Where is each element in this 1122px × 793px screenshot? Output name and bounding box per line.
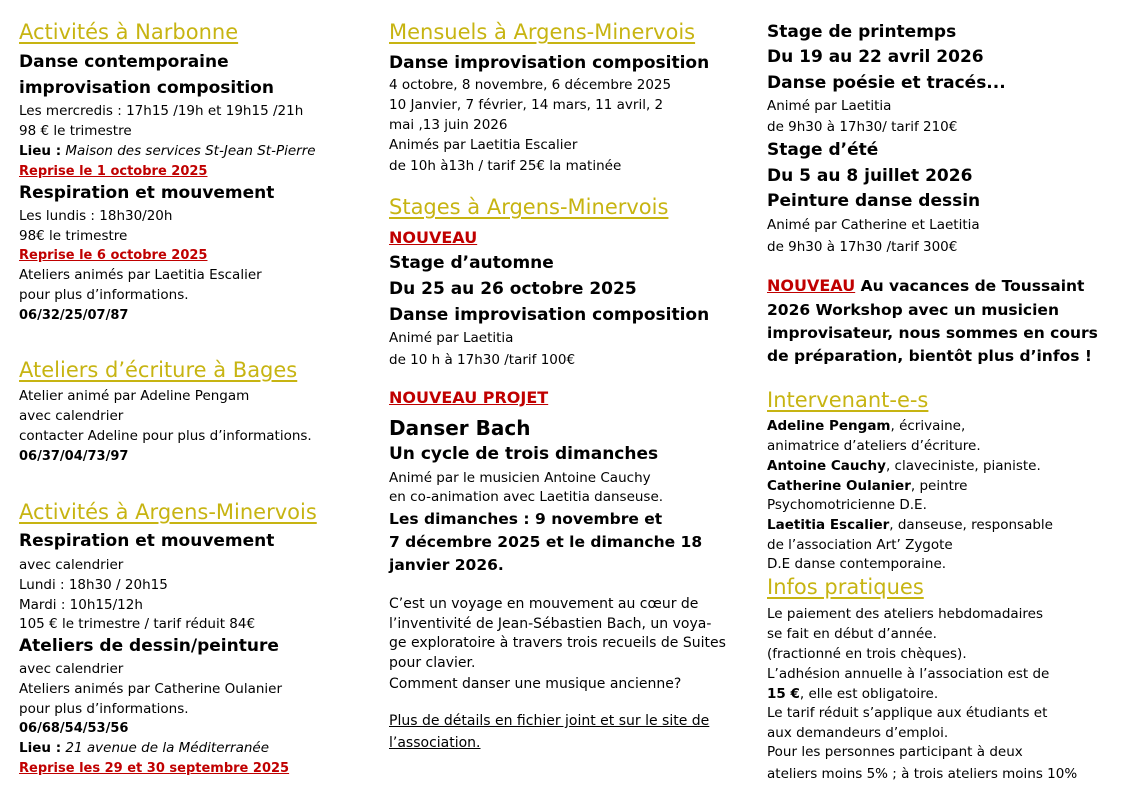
phone-number: 06/32/25/07/87 xyxy=(19,308,129,323)
price-text: 98€ le trimestre xyxy=(19,228,128,244)
hours-text: de 9h30 à 17h30/ tarif 210€ xyxy=(767,119,958,135)
intervenant-name: Catherine Oulanier xyxy=(767,478,911,494)
details-link[interactable]: Plus de détails en fichier joint et sur le site de xyxy=(389,713,710,729)
project-description: C’est un voyage en mouvement au cœur de xyxy=(389,596,699,612)
project-subtitle: Un cycle de trois dimanches xyxy=(389,444,659,464)
info-line: Le paiement des ateliers hebdomadaires xyxy=(767,606,1043,622)
animator-text: Atelier animé par Adeline Pengam xyxy=(19,388,250,404)
hours-text: de 10 h à 17h30 /tarif 100€ xyxy=(389,352,576,368)
animator-text: Animé par Catherine et Laetitia xyxy=(767,217,980,233)
schedule-text: Les mercredis : 17h15 /19h et 19h15 /21h xyxy=(19,103,304,119)
animator-text: Animés par Laetitia Escalier xyxy=(389,137,578,153)
stage-dates: Du 19 au 22 avril 2026 xyxy=(767,47,984,67)
intervenant-entry: Adeline Pengam, écrivaine, xyxy=(767,418,966,434)
info-text: pour plus d’informations. xyxy=(19,287,189,303)
stage-dates: Du 25 au 26 octobre 2025 xyxy=(389,279,637,299)
info-line: (fractionné en trois chèques). xyxy=(767,646,967,662)
nouveau-badge: NOUVEAU xyxy=(389,228,478,247)
section-heading-mensuels: Mensuels à Argens-Minervois xyxy=(389,20,696,44)
phone-number: 06/68/54/53/56 xyxy=(19,721,129,736)
lieu-value: Maison des services St-Jean St-Pierre xyxy=(65,143,316,159)
info-line: L’adhésion annuelle à l’association est de xyxy=(767,666,1050,682)
lieu-label: Lieu : xyxy=(19,143,62,159)
stage-dates: Du 5 au 8 juillet 2026 xyxy=(767,166,973,186)
dates-text: 10 Janvier, 7 février, 14 mars, 11 avril, 2 xyxy=(389,97,664,113)
stage-title: Stage d’automne xyxy=(389,253,554,273)
location-text xyxy=(19,143,316,159)
intervenant-detail: Psychomotricienne D.E. xyxy=(767,497,927,513)
info-line: ateliers moins 5% ; à trois ateliers moins 10% xyxy=(767,766,1078,782)
price-text: 98 € le trimestre xyxy=(19,123,132,139)
intervenant-name: Antoine Cauchy xyxy=(767,458,886,474)
stage-title: Stage d’été xyxy=(767,140,879,160)
info-text: pour plus d’informations. xyxy=(19,701,189,717)
info-line: Le tarif réduit s’applique aux étudiants et xyxy=(767,705,1048,721)
dates-text: 4 octobre, 8 novembre, 6 décembre 2025 xyxy=(389,77,672,93)
schedule-text: Lundi : 18h30 / 20h15 xyxy=(19,577,168,593)
dates-text: mai ,13 juin 2026 xyxy=(389,117,508,133)
project-dates: 7 décembre 2025 et le dimanche 18 xyxy=(389,533,703,551)
stage-theme: Peinture danse dessin xyxy=(767,191,981,211)
schedule-text: Mardi : 10h15/12h xyxy=(19,597,143,613)
info-line: aux demandeurs d’emploi. xyxy=(767,725,949,741)
hours-text: de 10h à13h / tarif 25€ la matinée xyxy=(389,158,622,174)
toussaint-text: improvisateur, nous sommes en cours xyxy=(767,324,1098,342)
calendar-text: avec calendrier xyxy=(19,661,124,677)
phone-number: 06/37/04/73/97 xyxy=(19,449,129,464)
reprise-date: Reprise les 29 et 30 septembre 2025 xyxy=(19,761,290,776)
calendar-text: avec calendrier xyxy=(19,557,124,573)
reprise-date: Reprise le 1 octobre 2025 xyxy=(19,164,208,179)
project-title: Danser Bach xyxy=(389,416,531,440)
lieu-label: Lieu : xyxy=(19,740,62,756)
section-heading-intervenants: Intervenant-e-s xyxy=(767,388,929,412)
activity-title: improvisation composition xyxy=(19,78,274,98)
schedule-text: Les lundis : 18h30/20h xyxy=(19,208,173,224)
intervenant-name: Laetitia Escalier xyxy=(767,517,890,533)
info-line: se fait en début d’année. xyxy=(767,626,937,642)
membership-fee: 15 € xyxy=(767,686,800,702)
info-line: Pour les personnes participant à deux xyxy=(767,744,1023,760)
project-description: l’inventivité de Jean-Sébastien Bach, un voya- xyxy=(389,616,712,632)
stage-title: Stage de printemps xyxy=(767,22,957,42)
stage-theme: Danse improvisation composition xyxy=(389,305,710,325)
intervenant-detail: de l’association Art’ Zygote xyxy=(767,537,953,553)
contact-text: contacter Adeline pour plus d’informations. xyxy=(19,428,312,444)
activity-title: Respiration et mouvement xyxy=(19,183,275,203)
intervenant-entry: Antoine Cauchy, claveciniste, pianiste. xyxy=(767,458,1041,474)
intervenant-detail: animatrice d’ateliers d’écriture. xyxy=(767,438,981,454)
intervenant-entry: Catherine Oulanier, peintre xyxy=(767,478,968,494)
nouveau-projet-label: NOUVEAU PROJET xyxy=(389,388,549,407)
location-text xyxy=(19,740,269,756)
animator-text: Animé par Laetitia xyxy=(389,330,514,346)
project-dates: Les dimanches : 9 novembre et xyxy=(389,510,663,528)
price-text: 105 € le trimestre / tarif réduit 84€ xyxy=(19,616,256,632)
intervenant-name: Adeline Pengam xyxy=(767,418,891,434)
section-heading-infos: Infos pratiques xyxy=(767,575,924,599)
intervenant-entry: Laetitia Escalier, danseuse, responsable xyxy=(767,517,1053,533)
activity-title: Danse improvisation composition xyxy=(389,53,710,73)
activity-title: Respiration et mouvement xyxy=(19,531,275,551)
calendar-text: avec calendrier xyxy=(19,408,124,424)
section-heading-bages: Ateliers d’écriture à Bages xyxy=(19,358,298,382)
section-heading-argens: Activités à Argens-Minervois xyxy=(19,500,317,524)
toussaint-text: 2026 Workshop avec un musicien xyxy=(767,301,1059,319)
project-description: pour clavier. xyxy=(389,655,476,671)
animator-text: Ateliers animés par Laetitia Escalier xyxy=(19,267,262,283)
project-description: Comment danser une musique ancienne? xyxy=(389,676,682,692)
reprise-date: Reprise le 6 octobre 2025 xyxy=(19,248,208,263)
lieu-value: 21 avenue de la Méditerranée xyxy=(65,740,270,756)
project-description: ge exploratoire à travers trois recueils de Suites xyxy=(389,635,726,651)
section-heading-narbonne: Activités à Narbonne xyxy=(19,20,239,44)
activity-title: Danse contemporaine xyxy=(19,52,229,72)
animator-text: Ateliers animés par Catherine Oulanier xyxy=(19,681,282,697)
hours-text: de 9h30 à 17h30 /tarif 300€ xyxy=(767,239,958,255)
stage-theme: Danse poésie et tracés... xyxy=(767,73,1006,93)
animator-text: Animé par le musicien Antoine Cauchy xyxy=(389,470,651,486)
toussaint-announcement: NOUVEAU Au vacances de Toussaint xyxy=(767,276,1085,295)
animator-text: en co-animation avec Laetitia danseuse. xyxy=(389,489,664,505)
activity-title: Ateliers de dessin/peinture xyxy=(19,636,279,656)
details-link[interactable]: l’association. xyxy=(389,735,481,751)
project-dates: janvier 2026. xyxy=(389,556,504,574)
info-line: 15 €, elle est obligatoire. xyxy=(767,686,939,702)
toussaint-text: de préparation, bientôt plus d’infos ! xyxy=(767,347,1092,365)
intervenant-detail: D.E danse contemporaine. xyxy=(767,556,947,572)
nouveau-badge: NOUVEAU xyxy=(767,276,856,295)
section-heading-stages: Stages à Argens-Minervois xyxy=(389,195,669,219)
animator-text: Animé par Laetitia xyxy=(767,98,892,114)
